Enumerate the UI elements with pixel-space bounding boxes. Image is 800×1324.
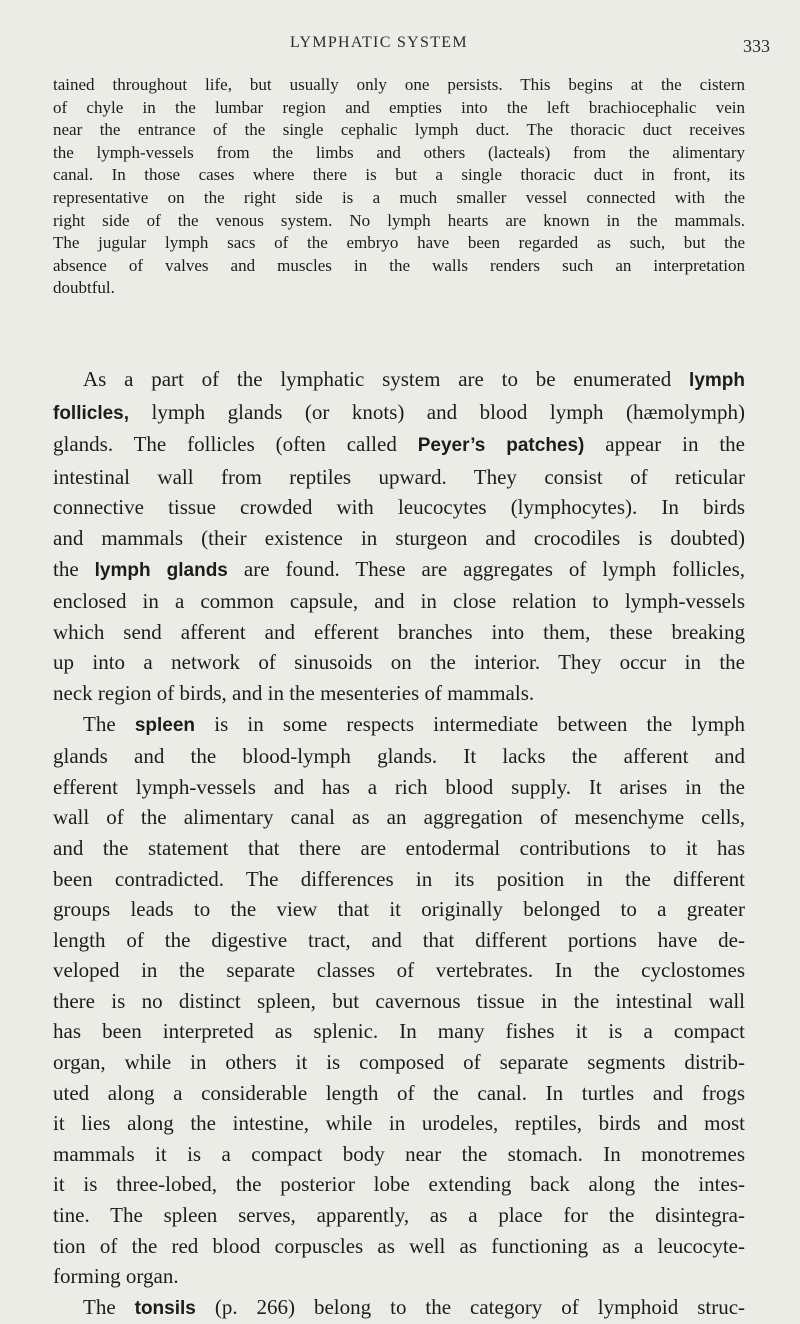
paragraph-thoracic-duct	[53, 74, 745, 300]
text-line	[53, 397, 745, 430]
main-text	[53, 364, 745, 1324]
text-line: it lies along the intestine, while in urodeles, reptiles, birds and most	[53, 1111, 745, 1136]
text-line: length of the digestive tract, and that different portions have de-	[53, 927, 745, 952]
text-line: there is no distinct spleen, but cavernous tissue in the intestinal wall	[53, 988, 745, 1013]
text-line	[53, 364, 745, 397]
term-lymph: lymph	[689, 370, 745, 391]
text-run: The follicles (often called	[133, 432, 397, 457]
text-line: tion of the red blood corpuscles as well as functioning as a leucocyte-	[53, 1233, 745, 1258]
term-tonsils: tonsils	[134, 1297, 196, 1319]
term-spleen: spleen	[134, 714, 196, 736]
text-run: glands.	[53, 432, 114, 457]
term-lymph-glands: lymph glands	[94, 559, 228, 581]
text-run: is in some respects intermediate between the lymph	[214, 711, 746, 736]
text-run: are found. These are aggregates of lymph follicles,	[243, 556, 745, 581]
page-number: 333	[743, 36, 770, 56]
text-run: The	[83, 711, 116, 736]
text-run: appear in the	[605, 432, 746, 457]
text-line: veloped in the separate classes of vertebrates. In the cyclostomes	[53, 958, 745, 983]
text-line	[53, 1292, 745, 1324]
text-line: has been interpreted as splenic. In many fishes it is a compact	[53, 1019, 745, 1044]
text-line: absence of valves and muscles in the walls renders such an interpretation	[53, 255, 745, 275]
text-line: of chyle in the lumbar region and empties into the left brachiocephalic vein	[53, 97, 745, 117]
text-line: the lymph-vessels from the limbs and others (lacteals) from the alimentary	[53, 142, 745, 162]
text-run: The	[83, 1294, 116, 1319]
text-line: which send afferent and efferent branches into them, these breaking	[53, 619, 745, 644]
text-line: mammals it is a compact body near the stomach. In monotremes	[53, 1141, 745, 1166]
text-line: been contradicted. The differences in its position in the different	[53, 866, 745, 891]
text-line: tained throughout life, but usually only one persists. This begins at the cistern	[53, 75, 745, 94]
text-line: intestinal wall from reptiles upward. They consist of reticular	[53, 464, 745, 489]
text-line: near the entrance of the single cephalic lymph duct. The thoracic duct receives	[53, 120, 745, 140]
text-run: (p. 266) belong to the category of lymphoid struc-	[214, 1294, 746, 1319]
text-line: canal. In those cases where there is but a single thoracic duct in front, its	[53, 165, 745, 185]
text-line: representative on the right side is a much smaller vessel connected with the	[53, 187, 745, 207]
text-line: neck region of birds, and in the mesenteries of mammals.	[53, 680, 535, 705]
text-line: enclosed in a common capsule, and in close relation to lymph-vessels	[53, 589, 745, 614]
text-line	[53, 429, 745, 462]
term-follicles: follicles,	[53, 402, 130, 424]
text-line	[53, 709, 745, 742]
text-line: The jugular lymph sacs of the embryo have been regarded as such, but the	[53, 233, 745, 253]
paragraph-spleen	[53, 709, 745, 1292]
paragraph-tonsils	[53, 1292, 745, 1324]
text-line: it is three-lobed, the posterior lobe extending back along the intes-	[53, 1172, 745, 1197]
running-title: LYMPHATIC SYSTEM	[290, 34, 468, 51]
text-line: glands and the blood-lymph glands. It lacks the afferent and	[53, 744, 745, 769]
term-peyers-patches: Peyer’s patches)	[417, 435, 585, 457]
text-line: forming organ.	[53, 1264, 179, 1289]
text-line: uted along a considerable length of the canal. In turtles and frogs	[53, 1080, 745, 1105]
text-line: organ, while in others it is composed of separate segments distrib-	[53, 1050, 745, 1075]
text-line	[53, 554, 745, 587]
text-run: the	[53, 556, 79, 581]
text-run: lymph glands (or knots) and blood lymph (hæmolymph)	[151, 399, 746, 424]
text-line: wall of the alimentary canal as an aggregation of mesenchyme cells,	[53, 805, 745, 830]
text-line: doubtful.	[53, 278, 115, 298]
text-line: tine. The spleen serves, apparently, as a place for the disintegra-	[53, 1203, 745, 1228]
text-line: connective tissue crowded with leucocytes (lymphocytes). In birds	[53, 495, 745, 520]
text-line: and mammals (their existence in sturgeon and crocodiles is doubted)	[53, 525, 745, 550]
text-line: up into a network of sinusoids on the interior. They occur in the	[53, 650, 745, 675]
text-run: As a part of the lymphatic system are to be enumerated	[83, 367, 672, 391]
paragraph-lymph-glands	[53, 364, 745, 709]
running-head	[0, 34, 800, 58]
text-line: right side of the venous system. No lymph hearts are known in the mammals.	[53, 210, 745, 230]
text-line: groups leads to the view that it originally belonged to a greater	[53, 897, 745, 922]
text-line: and the statement that there are entodermal contributions to it has	[53, 835, 745, 860]
text-line: efferent lymph-vessels and has a rich blood supply. It arises in the	[53, 774, 745, 799]
